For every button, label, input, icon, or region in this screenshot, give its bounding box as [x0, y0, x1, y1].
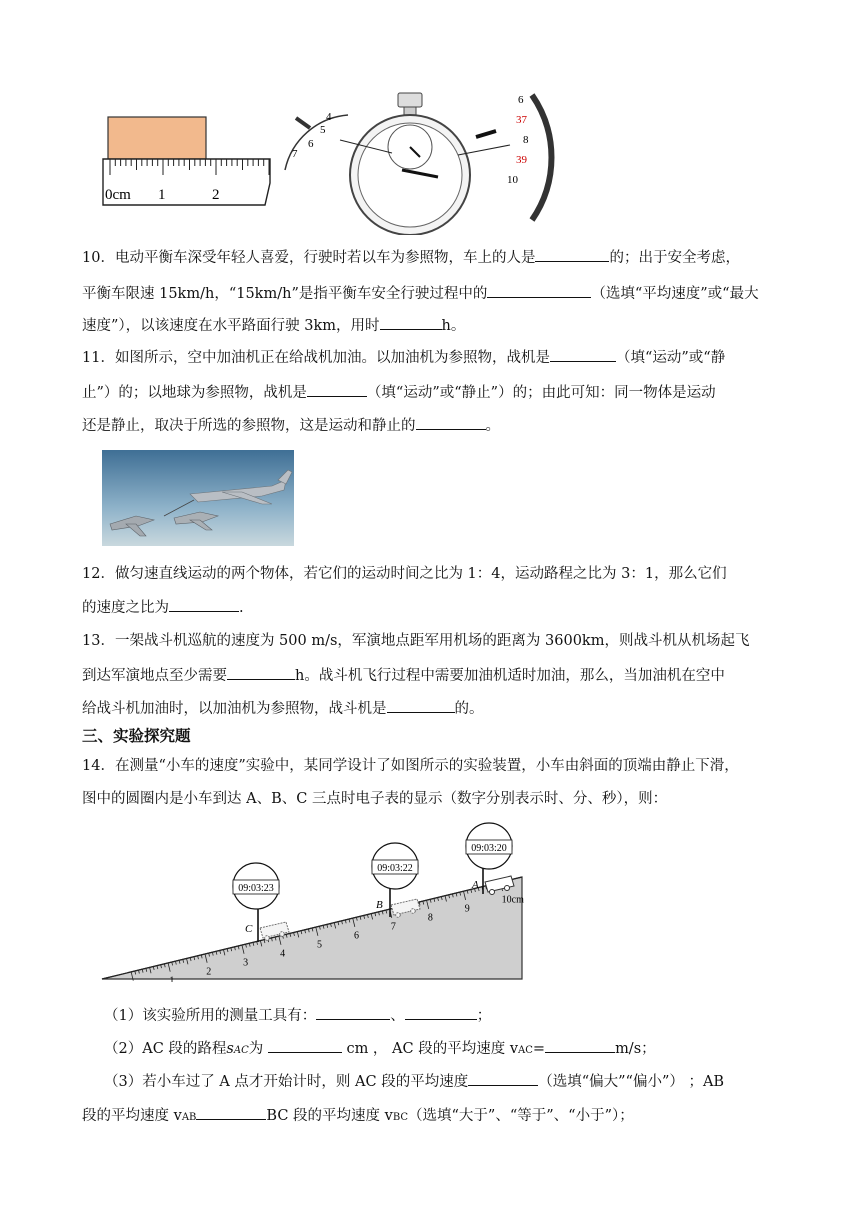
q13-line-3: 给战斗机加油时，以加油机为参照物，战斗机是 的。 [82, 697, 782, 720]
q12-line-1: 12．做匀速直线运动的两个物体，若它们的运动时间之比为 1：4，运动路程之比为 3：1，那么它们 [82, 566, 727, 582]
big-dial-39: 39 [516, 154, 527, 166]
q10-line-3: 速度”），以该速度在水平路面行驶 3km，用时 h。 [82, 314, 782, 337]
big-dial-arc [532, 95, 551, 220]
incline-number: 3 [243, 957, 249, 969]
q12-line-2: 的速度之比为 . [82, 596, 782, 619]
q11-line-2: 止”）的；以地球为参照物，战机是 （填“运动”或“静止”）的；由此可知：同一物体是运动 [82, 381, 782, 404]
q14-part-3-cont: 段的平均速度 vAB BC 段的平均速度 vBC（选填“大于”、“等于”、“小于”）； [82, 1104, 782, 1129]
big-dial-6: 6 [518, 94, 524, 106]
ruler-label-0: 0cm [105, 187, 131, 203]
q13-blank-2[interactable] [387, 697, 455, 713]
q14-part-3: （3）若小车过了 A 点才开始计时，则 AC 段的平均速度 （选填“偏大”“偏小”） ；AB [104, 1070, 804, 1093]
clock-b-time: 09:03:22 [377, 863, 413, 874]
stopwatch-crown [398, 93, 422, 107]
incline-number: 5 [317, 939, 323, 951]
incline-number: 9 [464, 903, 470, 915]
small-dial-5: 5 [320, 124, 326, 136]
incline-number: 1 [169, 975, 175, 982]
q14-blank-tool-1[interactable] [316, 1004, 390, 1020]
small-dial-4: 4 [326, 111, 332, 123]
q14-part-2: （2）AC 段的路程sAC为 cm ， AC 段的平均速度 vAC= m/s； [104, 1037, 804, 1062]
q14-blank-compare[interactable] [196, 1104, 266, 1120]
q11-line-3: 还是静止，取决于所选的参照物，这是运动和静止的 。 [82, 414, 782, 437]
big-dial-8: 8 [523, 134, 529, 146]
incline-number: 4 [280, 948, 286, 960]
incline-number: 8 [427, 912, 433, 924]
q11-blank-2[interactable] [307, 381, 367, 397]
q14-line-1: 14．在测量“小车的速度”实验中，某同学设计了如图所示的实验装置，小车由斜面的顶端由静止下滑， [82, 758, 739, 774]
clock-c-time: 09:03:23 [238, 883, 274, 894]
q14-blank-tool-2[interactable] [405, 1004, 477, 1020]
q13-blank-1[interactable] [227, 664, 295, 680]
q10-line-2: 平衡车限速 15km/h，“15km/h”是指平衡车安全行驶过程中的 （选填“平均速度”或“最大 [82, 282, 782, 305]
q14-blank-sac[interactable] [268, 1037, 342, 1053]
section-heading: 三、实验探究题 [82, 727, 191, 745]
ruler-label-2: 2 [212, 187, 220, 203]
wooden-block [108, 117, 206, 159]
q14-blank-bias[interactable] [468, 1070, 538, 1086]
small-dial-arc [285, 115, 348, 170]
incline-number: 7 [390, 921, 396, 933]
incline-number: 2 [206, 966, 212, 978]
incline-number: 10cm [501, 894, 524, 906]
q11-line-1: 11．如图所示，空中加油机正在给战机加油。以加油机为参照物，战机是 （填“运动”或“静 [82, 346, 782, 369]
point-c-label: C [245, 923, 253, 935]
q10-blank-3[interactable] [380, 314, 442, 330]
incline-number: 6 [353, 930, 359, 942]
q10-line-1: 10．电动平衡车深受年轻人喜爱，行驶时若以车为参照物，车上的人是 的；出于安全考虑， [82, 246, 782, 269]
q10-blank-2[interactable] [487, 282, 591, 298]
q14-blank-vac[interactable] [545, 1037, 615, 1053]
q11-blank-3[interactable] [416, 414, 486, 430]
leader-line-right [458, 145, 510, 155]
big-dial-pointer [476, 131, 496, 137]
q10-blank-1[interactable] [535, 246, 609, 262]
point-b-label: B [376, 899, 383, 911]
big-dial-10: 10 [507, 174, 518, 186]
small-dial-pointer [296, 118, 310, 128]
big-dial-37: 37 [516, 114, 527, 126]
point-a-label: A [472, 879, 479, 891]
q13-line-1: 13．一架战斗机巡航的速度为 500 m/s，军演地点距军用机场的距离为 3600km，则战斗机从机场起飞 [82, 633, 750, 649]
q14-part-1: （1）该实验所用的测量工具有： 、 ； [104, 1004, 804, 1027]
ruler-label-1: 1 [158, 187, 166, 203]
clock-a-time: 09:03:20 [471, 843, 507, 854]
refueling-photo [102, 450, 294, 546]
q11-blank-1[interactable] [550, 346, 616, 362]
q12-blank-1[interactable] [169, 596, 239, 612]
q14-line-2: 图中的圆圈内是小车到达 A、B、C 三点时电子表的显示（数字分别表示时、分、秒），则： [82, 791, 668, 807]
incline-figure [100, 822, 530, 982]
q13-line-2: 到达军演地点至少需要 h。战斗机飞行过程中需要加油机适时加油，那么，当加油机在空中 [82, 664, 782, 687]
small-dial-7: 7 [292, 148, 298, 160]
stopwatch-figure [280, 85, 565, 235]
ruler-figure [100, 115, 275, 210]
small-dial-6: 6 [308, 138, 314, 150]
